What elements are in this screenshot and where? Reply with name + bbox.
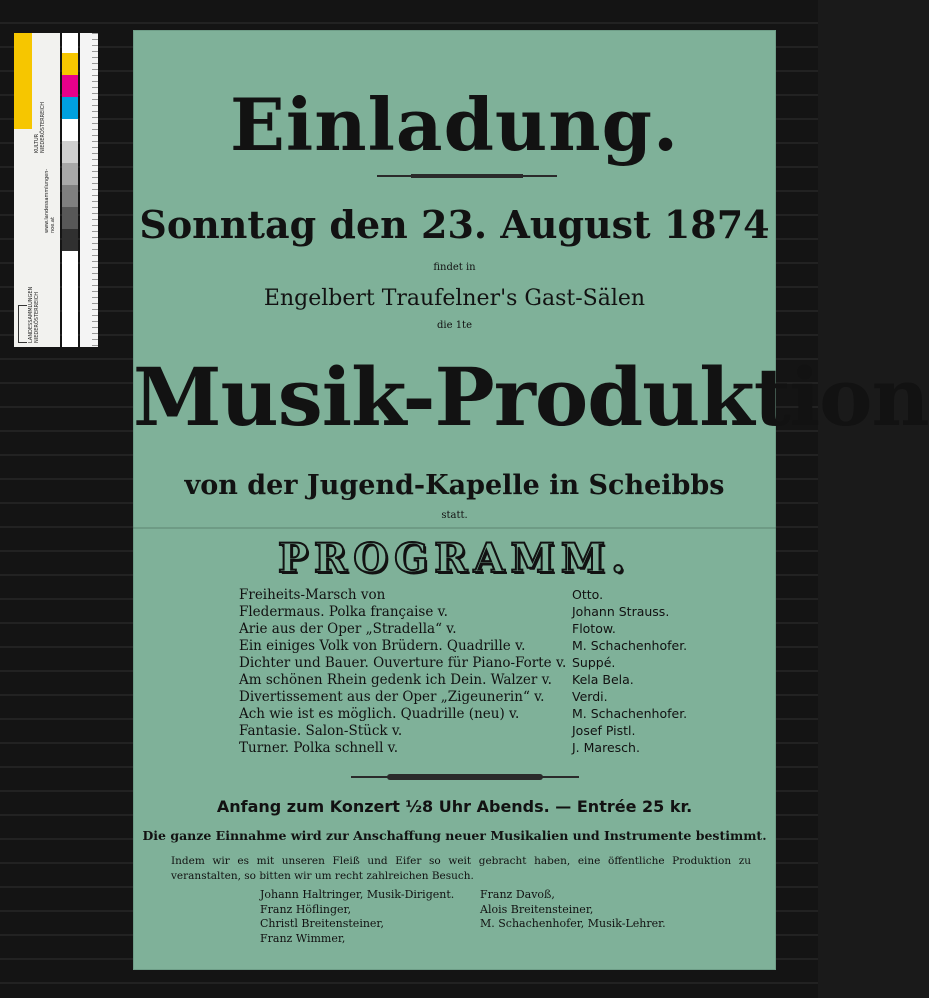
color-swatch (62, 229, 78, 251)
logo-block (14, 33, 32, 129)
date-line: Sonntag den 23. August 1874 (139, 202, 770, 247)
poster-title: Einladung. (229, 82, 680, 167)
ruler (80, 33, 98, 347)
color-swatch (62, 119, 78, 141)
card-label-top: KULTUR NIEDERÖSTERREICH (34, 101, 46, 153)
invitation-paragraph: Indem wir es mit unseren Fleiß und Eifer so weit gebracht haben, eine öffentliche Produktion zu veranstalten, so bitten wir um recht zahlreichen Besuch. (171, 855, 751, 882)
signature-name: Franz Wimmer, (260, 931, 346, 945)
programm-heading: PROGRAMM. (277, 535, 632, 582)
divider-top-thick (411, 174, 523, 178)
signature-name: Franz Höflinger, (260, 902, 352, 916)
color-swatches (62, 33, 78, 347)
venue-line: Engelbert Traufelner's Gast-Sälen (263, 286, 646, 311)
card-label-bottom: LANDESSAMMLUNGEN NIEDERÖSTERREICH (28, 286, 40, 343)
calibration-strip (14, 33, 98, 347)
statt-text: statt. (441, 510, 468, 521)
calibration-card (14, 33, 60, 347)
proceeds-line: Die ganze Einnahme wird zur Anschaffung neuer Musikalien und Instrumente bestimmt. (142, 828, 767, 843)
signature-name: Christl Breitensteiner, (260, 917, 384, 930)
signature-name: M. Schachenhofer, Musik-Lehrer. (480, 917, 666, 930)
color-swatch (62, 163, 78, 185)
signature-name: Alois Breitensteiner, (480, 902, 594, 916)
poster: Einladung. Sonntag den 23. August 1874 findet in Engelbert Traufelner's Gast-Sälen die 1te Musik-Produktion von der Jugend-Kapelle in Scheibbs statt. PROGRAMM. Freiheits-Marsch von Otto. Fledermaus. Polka française v. Johann Strauss. Arie aus der Oper „Stradella“ v. Flotow. Ein einiges Volk von Brüdern. Quadrille v. M. Schachenhofer. Dichter und Bauer. Ouverture für Piano-Forte v. Suppé. Am schönen Rhein gedenk ich Dein. Walzer v. Kela Bela. Divertissement aus der Oper „Zigeunerin“ v. Verdi. Ach wie ist es möglich. Quadrille (neu) v. M. Schachenhofer. Fantasie. Salon-Stück v. Josef Pistl. Turner. Polka schnell v. J. Maresch. Anfang zum Konzert ½8 Uhr Abends. — Entrée 25 kr. Die ganze Einnahme wird zur Anschaffung neuer Musikalien und Instrumente bestimmt. Indem wir es mit unseren Fleiß und Eifer so weit gebracht haben, eine öffentliche Produktion zu veranstalten, so bitten wir um recht zahlreichen Besuch. Johann Haltringer, Musik-Dirigent. Franz Höflinger, Christl Breitensteiner, Franz Wimmer, Franz Davoß, Alois Breitensteiner, M. Schachenhofer, Musik-Lehrer. (133, 30, 776, 970)
von-line: von der Jugend-Kapelle in Scheibbs (184, 470, 725, 501)
findet-text: findet in (433, 262, 476, 273)
signature-name: Johann Haltringer, Musik-Dirigent. (260, 888, 455, 901)
divider-bottom-thick (387, 774, 543, 780)
die-text: die 1te (437, 320, 472, 331)
color-swatch (62, 75, 78, 97)
signatures-left (260, 888, 454, 946)
fold-line (133, 527, 776, 529)
color-swatch (62, 141, 78, 163)
color-swatch (62, 207, 78, 229)
signatures-right (480, 888, 666, 932)
card-url: www.landessammlungen-noe.at (44, 168, 56, 233)
color-swatch (62, 53, 78, 75)
signature-name: Franz Davoß, (480, 888, 555, 901)
main-title: Musik-Produktion (133, 350, 929, 444)
bracket-mark (18, 305, 27, 343)
color-swatch (62, 97, 78, 119)
color-swatch (62, 185, 78, 207)
start-time-line: Anfang zum Konzert ½8 Uhr Abends. — Entrée 25 kr. (216, 797, 693, 816)
